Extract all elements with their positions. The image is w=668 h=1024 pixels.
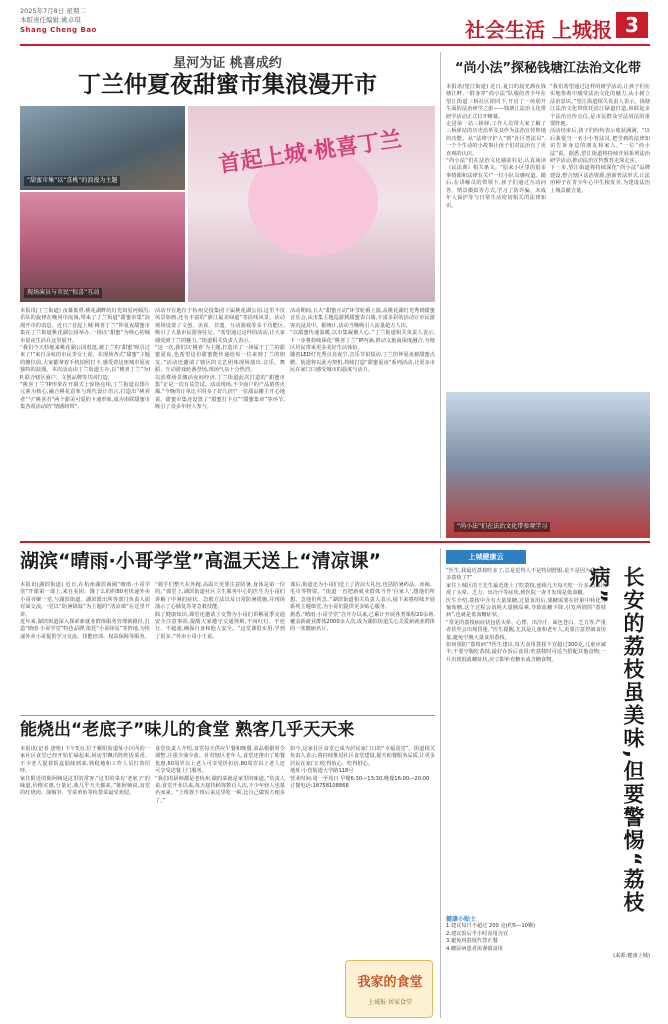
tip-item: 4.糖尿病患者需谨慎食用 — [446, 945, 503, 952]
issue-meta — [20, 7, 86, 25]
hours-label: 营业时间: — [290, 775, 313, 782]
paragraph: “医生,我最近荔枝吃多了,总是觉得人不是特别舒服,是不是因为我吃太多荔枝了?” — [446, 568, 606, 582]
address-label: 地址: — [290, 768, 303, 775]
paragraph: 家住附近的陈阿姨是这里的常客,“这里的菜有‘老底子’的味道,价格实惠,分量足,我几乎天天都来。”陈阿姨说,食堂的红烧肉、油焖笋、雪菜黄鱼等杭帮菜最受欢迎。 — [20, 775, 150, 797]
a3-col-2 — [155, 582, 285, 712]
a5-source: (来源:健康上城) — [613, 953, 650, 960]
phone-value: 18758108868 — [312, 783, 349, 790]
paragraph: 活动结束后,孩子们纷纷表示收获满满。“以后我要当一名小小普法员,把学到的法律知识告诉身边的朋友和家人。”一位“尚小法”说。据悉,望江街道将持续开展系列法治研学活动,推动法治宣传教育走深走实。 — [550, 128, 650, 165]
paragraph: “骑手们整天在外跑,高温天更要注意防暑,身体是第一位的。”课堂上,湖滨街道社区卫生服务中心的医生为小哥们讲解了中暑的症状、急救方法以及日常防暑措施,并现场演示了心肺复苏等急救技能。 — [155, 582, 285, 611]
paragraph: 下一步,望江街道将持续深化“尚小法”品牌建设,整合辖区法治资源,创新普法形式,让法治种子在青少年心中生根发芽,为建设法治上城贡献力量。 — [550, 165, 650, 194]
hours-line — [290, 776, 435, 783]
paragraph: 食堂负责人介绍,食堂每天供应午餐和晚餐,菜品根据时令调整,注重少油少盐。针对辖区老年人,食堂还推出了助餐优惠,60周岁以上老人可享受折扣价,80周岁以上老人还可享受送餐上门服务。 — [155, 746, 285, 775]
section-title — [465, 14, 612, 43]
paragraph: 活动期间,五大“甜蜜互动”环节轮番上演,从桃花湖灯光秀到甜蜜音乐会,从市集主题巡游到甜蜜表白墙,丰富多彩的活动让市民游客沉浸其中。据统计,活动当晚吸引人流量超万人次。 — [290, 308, 435, 329]
tip-item: 3.避免用荔枝代替正餐 — [446, 938, 498, 945]
paragraph: 以消费场景激活夜间经济,丁兰街道此次打造的“甜蜜市集”正是一次有益尝试。活动现场,不少商户的产品销售火爆,“今晚的订单比平时多了好几倍!”一位甜品摊主开心地说。甜蜜市集还设置了“甜蜜打卡点”“甜蜜集章”等环节,吸引了众多年轻人参与。 — [155, 374, 285, 411]
phone-label: 订餐电话: — [290, 783, 313, 790]
column-divider — [440, 52, 441, 538]
paragraph: 如今,这家社区食堂已成为居民家门口的“幸福食堂”。街道相关负责人表示,将持续推进社区食堂建设,提升助餐服务品质,让更多居民在家门口吃得放心、吃得舒心。 — [290, 746, 436, 767]
hours-value: 周一至周日 早餐6:30—13:30,晚餐16:00—20:00 — [312, 775, 430, 782]
a4-headline: 能烧出“老底子”味儿的食堂 熟客几乎天天来 — [20, 720, 355, 740]
a1-headline: 丁兰仲夏夜甜蜜市集浪漫开市 — [78, 72, 377, 98]
column-divider — [440, 548, 441, 1018]
a1-banner-text: 首起上城·桃喜丁兰 — [217, 127, 404, 178]
a1-photo-2 — [20, 192, 185, 302]
paragraph: 除了健康知识,课堂还邀请了交警为小哥们讲解夏季交通安全注意事项,提醒大家遵守交通规则,不闯红灯、不逆行、不超速,确保自身和他人安全。“这堂课很实用,学到了很多。”外卖小哥小王说。 — [155, 611, 285, 640]
section-name: 社会生活 — [465, 18, 546, 42]
paragraph: 随着LED灯光秀点亮夜空,音乐节拍悦动,丁兰的仲夏夜被甜蜜点燃。街道将以此为契机,持续打造“甜蜜夏夜”系列活动,让更多市民在家门口感受城市的温度与活力。 — [290, 352, 435, 374]
paragraph: 家住上城区的王先生最近迷上了吃荔枝,连续几天每天吃一斤多,结果出现了头晕、乏力、出冷汗等症状,到医院一查才发现是低血糖。 — [446, 582, 606, 597]
header-rule — [20, 44, 650, 46]
a3-headline: 湖滨“晴雨·小哥学堂”高温天送上“清凉课” — [20, 550, 382, 572]
a2-headline: “尚小法”探秘钱塘江法治文化带 — [454, 61, 642, 76]
a1-photo-3 — [188, 106, 435, 302]
a5-headline: 长安的荔枝虽美味,但要警惕“荔枝病” — [587, 566, 645, 914]
paper-name: 上城报 — [552, 18, 612, 42]
a1-col-1 — [20, 308, 150, 538]
tips-title: 健康小贴士 — [446, 916, 477, 923]
paragraph: 医生介绍,荔枝中含有大量果糖,过量食用后,果糖需要在肝脏中转化为葡萄糖,这个过程会消耗大量胰岛素,导致血糖下降,引发所谓的“荔枝病”,也就是低血糖症状。 — [446, 597, 606, 619]
paragraph: “常见的荔枝病症状包括头晕、心悸、出冷汗、面色苍白、乏力等,严重者甚至会出现昏迷。”医生提醒,尤其是儿童和老年人,更要注意控制食用量,避免空腹大量食用荔枝。 — [446, 619, 606, 641]
a4-col-1 — [20, 746, 150, 1016]
tip-item: 2.建议饭后半小时食用为宜 — [446, 930, 509, 937]
paragraph: 本报讯(记者 唐艳) 下午5点,位于紫阳街道某小区内的一家社区食堂已经开始忙碌起来,厨房里飘出阵阵饭菜香。不少老人提着饭盒陆续到来,熟稔地和工作人员打着招呼。 — [20, 746, 150, 775]
address-value: 小营街道大学路118号 — [302, 768, 354, 775]
address-line — [290, 768, 435, 775]
a5-column-tag: 上城健康云 — [446, 550, 526, 564]
a4-col-2 — [155, 746, 285, 1016]
page-number: 3 — [616, 12, 648, 38]
a4-logo-sub: 上城报·居家食堂 — [368, 999, 412, 1006]
paragraph: “我们的厨师都是老杭州,做的菜就是家里的味道。”负责人说,食堂开业以来,每天接待顾客数百人次,不少年轻人也慕名而来。“上班族下班后来这里吃一顿,比自己做饭方便多了。” — [155, 775, 285, 804]
paragraph: “以甜蜜传递温暖,以市集凝聚人心。”丁兰街道相关负责人表示,下一步将持续深化“桃喜丁兰”IP内涵,推动文旅商深度融合,为辖区居民带来更多美好生活体验。 — [290, 330, 435, 352]
paragraph: “我们今天特地来桃花湖公园逛逛,被丁兰的‘甜蜜’吸引过来了!”来自余杭的市民李女士说。在现场各式“甜蜜”主题的摊位前,大家都拿着手机拍照打卡,感受着这座城市夏夜独特的浪漫。本次活动由丁兰街道主办,以“桃喜丁兰”为IP,联合辖区商户、文创品牌等共同打造。 — [20, 345, 150, 381]
paragraph: 活动开在地位于杭州交投集团下属桃花湖公园,这里不仅风景如画,还有丰富的“浙江最美绿道”等沿线风景。活动现场设置了文创、美食、非遗、互动游戏等多个功能区,吸引了大量市民游客驻足。“希望通过这样的活动,让大家感受到丁兰的魅力。”街道相关负责人表示。 — [155, 308, 285, 344]
a1-col-2 — [155, 308, 285, 538]
paragraph: 本报讯(望江街道) 近日,夏日的晨光洒在钱塘江畔,一群身穿“尚小法”队服的青少年在望江街道三桥社区陪同下,开启了一场别开生面的法治研学之旅——钱塘江法治文化带研学活动正式拉开帷幕。 — [446, 84, 546, 120]
a4-col-3 — [290, 746, 435, 946]
masthead — [0, 0, 668, 50]
a2-photo — [446, 392, 650, 538]
a2-photo-caption: “尚小法”们在法治文化带参观学习 — [454, 522, 550, 532]
page-editor: 本版责任编辑:姚卓琪 — [20, 16, 81, 24]
phone-line — [290, 783, 435, 790]
paragraph: “桃喜丁兰”IP形象在开幕式上惊艳亮相,丁兰街道以图片元素为核心,融合桃花意象与现代设计语言,打造出“桃喜者”与“桃喜君”两个甜美可爱的卡通形象,成为串联甜蜜市集各项活动的“情感纽带”。 — [20, 382, 150, 411]
a3-col-1 — [20, 582, 150, 712]
a1-col-3 — [290, 308, 435, 538]
section-rule — [20, 541, 650, 543]
paragraph: 课后,街道还为小哥们送上了清凉大礼包,包括防暑药品、冰袖、毛巾等物资。“街道一直把新就业群体当作‘自家人’,想他们所想、急他们所急。”湖滨街道相关负责人表示,接下来将持续开展系列主题课堂,为小哥们提供更多贴心服务。 — [290, 582, 435, 611]
brand-english: Shang Cheng Bao — [20, 26, 97, 34]
a2-col-1 — [446, 84, 546, 389]
paragraph: “我们希望通过这样的研学活动,让孩子们在实地参观中感受法治文化的魅力,从小树立法治意识。”望江街道相关负责人表示。钱塘江法治文化带依托沿江绿道打造,串联起多个法治宣传点位,是市民群众学法用法的重要阵地。 — [550, 84, 650, 128]
issue-date: 2025年7月8日 星期二 — [20, 7, 86, 15]
paragraph: “尚小法”们在法治文化墙前驻足,认真阅读《民法典》相关条文。“原来小区里的很多事情都和法律有关!”一位小队员感叹道。随后,在讲解员的带领下,孩子们通过互动问答、情景模拟等方式,学习了防诈骗、未成年人保护等与日常生活密切相关的法律知识。 — [446, 158, 546, 209]
paragraph: 本报讯(丁兰街道) 夜幕低垂,桃花湖畔的灯光如星河倾泻,乐队的旋律在晚风中流淌,带来了丁兰街道“甜蜜市集”浪漫开市的消息。近日,“首起上城·桃喜丁兰”仲夏夜甜蜜市集在丁兰街道桃花湖公园举办,一场以“甜蜜”为核心的城市夏夜生活在这里展开。 — [20, 308, 150, 344]
a1-photo-1-caption: “甜蜜市集”以“喜桃”的浪漫为主题 — [24, 176, 120, 186]
paragraph: 如何预防“荔枝病”?医生建议,每天食用荔枝不宜超过300克,儿童应减半;不要空腹吃荔枝,最好在饭后食用;吃荔枝时可适当搭配其他食物;一旦出现低血糖症状,应立即补充糖水或含糖食物。 — [446, 642, 606, 663]
paragraph: “这一次,我们以‘桃喜’为主题,打造出了一场属于丁兰的甜蜜夏夜,也希望这份甜蜜能传递给每一位来到丁兰的朋友。”活动还邀请了辖区的文艺团体现场演出,音乐、舞蹈、互动游戏轮番登场,现场气氛十分热烈。 — [155, 345, 285, 374]
a1-kicker: 星河为证 桃喜成约 — [173, 56, 282, 71]
a2-col-2 — [550, 84, 650, 389]
paragraph: 走进第一站三桥驿,工作人员带大家了解了三桥驿站的历史沿革及其作为法治宣传阵地的功能。从“法律守护人”到“社区普法员”,一个个生动的小故事让孩子们对法治有了更直观的认识。 — [446, 121, 546, 157]
paragraph: 近年来,湖滨街道深入探索新就业群体服务管理新路径,打造“晴雨·小哥学堂”特色品牌,依托“小哥驿站”等阵地,为快递外卖小哥提供学习交流、技能培训、权益保障等服务。 — [20, 619, 150, 640]
a3-col-3 — [290, 582, 435, 712]
a4-column-logo — [345, 960, 433, 1018]
paragraph: 本报讯(湖滨街道) 近日,在杭州湖滨商圈“晴雨·小哥学堂”开课第一课上,来自美团、饿了么的约80名快递外卖小哥齐聚一堂,与湖滨街道、湖滨派出所等部门负责人面对面交流,一堂以“防暑降温”为主题的“清凉课”在这里开讲。 — [20, 582, 150, 618]
tip-item: 1.建议每日不超过 200 克(约5—10颗) — [446, 923, 536, 930]
a1-photo-1 — [20, 106, 185, 190]
paragraph: 据悉,“晴雨·小哥学堂”自开办以来,已累计开展各类课程20余场,覆盖新就业群体2000余人次,成为湖滨街道关心关爱新就业群体的一张靓丽名片。 — [290, 611, 435, 633]
a4-logo-title: 我家的食堂 — [357, 975, 423, 990]
a1-photo-2-caption: 现场演员与市民“惊喜”互动 — [24, 288, 102, 298]
article-rule — [20, 715, 435, 716]
a5-tips-box — [446, 916, 650, 1018]
a5-col-body — [446, 568, 606, 913]
